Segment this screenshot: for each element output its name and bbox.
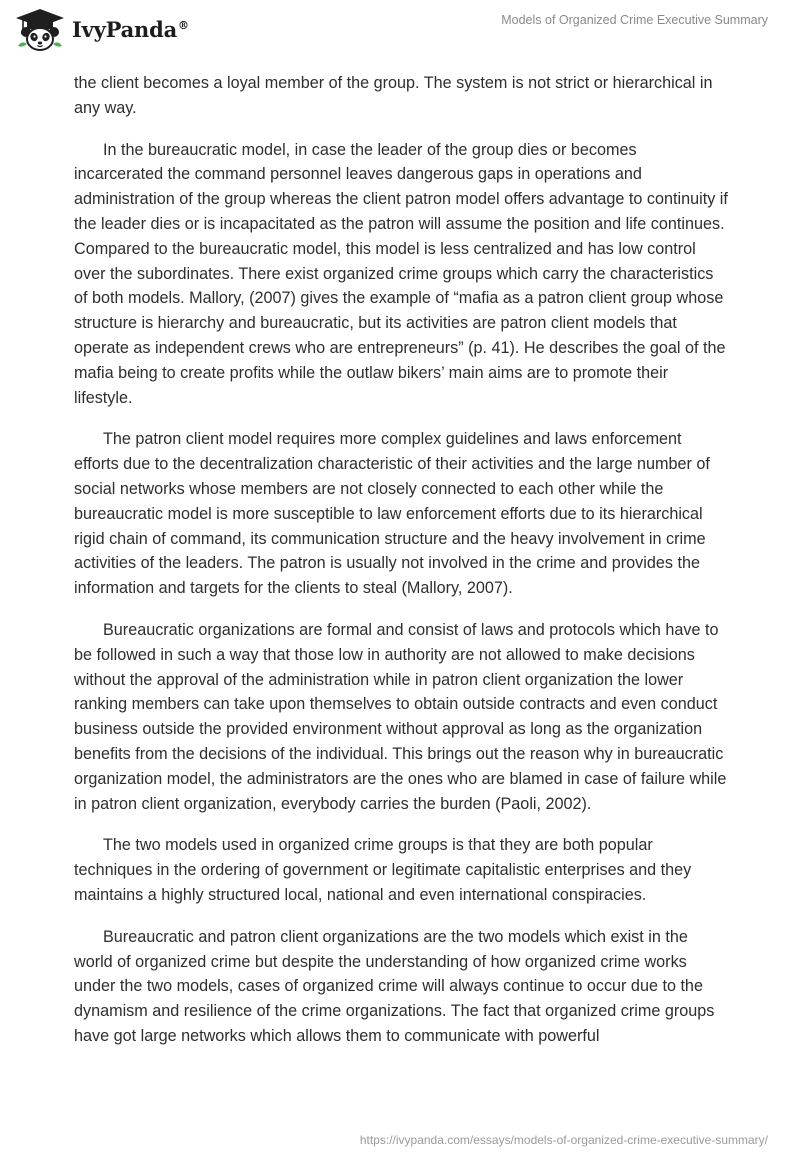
document-title: Models of Organized Crime Executive Summary (501, 13, 768, 27)
panda-graduate-icon (14, 8, 66, 52)
page-header (0, 0, 800, 66)
paragraph-3: The patron client model requires more complex guidelines and laws enforcement efforts due to the decentralization characteristic of their activities and the large number of social networks whose members are not closely connected to each other while the bureaucratic model is more susceptible to law enforcement efforts due to its hierarchical rigid chain of command, its communication structure and the heavy involvement in crime activities of the leaders. The patron is usually not involved in the crime and provides the information and targets for the clients to steal (Mallory, 2007). (74, 430, 710, 598)
brand-name: IvyPanda® (72, 16, 189, 42)
registered-mark: ® (178, 18, 189, 32)
paragraph-2: In the bureaucratic model, in case the leader of the group dies or becomes incarcerated the command personnel leaves dangerous gaps in operations and administration of the group whereas the client patron model offers advantage to continuity if the leader dies or is incapacitated as the patron will assume the position and life continues. Compared to the bureaucratic model, this model is less centralized and has low control over the subordinates. There exist organized crime groups which carry the characteristics of both models. Mallory, (2007) gives the example of “mafia as a patron client group whose structure is hierarchy and bureaucratic, but its activities are patron client models that operate as independent crews who are entrepreneurs” (p. 41). He describes the goal of the mafia being to create profits while the outlaw bikers’ main aims are to promote their lifestyle. (74, 140, 728, 407)
essay-body (74, 71, 730, 1066)
source-url[interactable]: https://ivypanda.com/essays/models-of-organized-crime-executive-summary/ (359, 1133, 768, 1147)
ivypanda-logo[interactable] (14, 8, 189, 52)
paragraph-6: Bureaucratic and patron client organizations are the two models which exist in the world of organized crime but despite the understanding of how organized crime works under the two models, cases of organized crime will always continue to occur due to the dynamism and resilience of the crime organizations. The fact that organized crime groups have got large networks which allows them to communicate with powerful (74, 927, 715, 1045)
paragraph-5: The two models used in organized crime groups is that they are both popular techniques in the ordering of government or legitimate capitalistic enterprises and they maintains a highly structured local, national and even international conspiracies. (74, 836, 692, 904)
paragraph-1: the client becomes a loyal member of the group. The system is not strict or hierarchical in any way. (74, 74, 713, 117)
paragraph-4: Bureaucratic organizations are formal and consist of laws and protocols which have to be followed in such a way that those low in authority are not allowed to make decisions without the approval of the administration while in patron client organization the lower ranking members can take upon themselves to obtain outside contracts and even conduct business outside the provided environment without approval as long as the organization benefits from the decisions of the individual. This brings out the reason why in bureaucratic organization model, the administrators are the ones who are blamed in case of failure while in patron client organization, everybody carries the burden (Paoli, 2002). (74, 620, 727, 813)
